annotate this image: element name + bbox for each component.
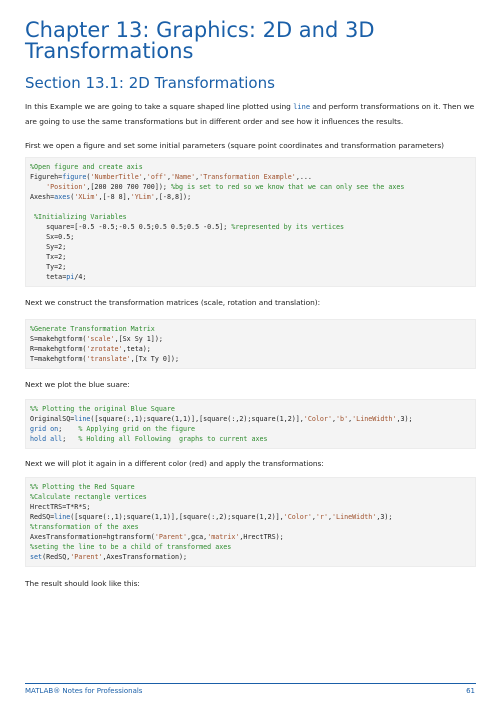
code-token: 'scale' [86,335,115,343]
code-line [30,532,475,542]
code-block-blue-square [25,399,476,449]
code-token: ,3); [396,415,413,423]
footer-divider [25,683,476,684]
code-token: 'NumberTitle' [90,173,143,181]
code-token: Sy=2; [30,243,67,251]
code-token: 'LineWidth' [332,513,377,521]
code-token: 'matrix' [207,533,240,541]
code-token: %Calculate rectangle vertices [30,493,147,501]
code-token: 'LineWidth' [352,415,397,423]
code-token: 'YLim' [130,193,155,201]
code-line [30,492,475,502]
code-token: 'zrotate' [86,345,123,353]
code-token: pi [66,273,75,281]
footer-book-title: MATLAB® Notes for Professionals [25,687,143,695]
code-line [30,424,475,434]
code-token: grid on [30,425,59,433]
code-token: ,AxesTransformation); [102,553,188,561]
code-token: line [74,415,91,423]
code-token: 'Name' [170,173,196,181]
code-token: ; [58,425,79,433]
code-token: %% Plotting the original Blue Square [30,405,175,413]
code-token: %Initializing Variables [30,213,127,221]
code-token: %seting the line to be a child of transformed axes [30,543,232,551]
code-block-setup [25,157,476,287]
code-token: %% Plotting the Red Square [30,483,135,491]
code-token: 'translate' [86,355,131,363]
code-token: , [195,173,200,181]
code-token: ,[-8,8]); [154,193,192,201]
code-line [30,262,475,272]
code-token: % Holding all Following graphs to current axes [78,435,268,443]
code-token: 'Position' [46,183,87,191]
code-token: HrectTRS=T*R*S; [30,503,91,511]
intro-text-before: In this Example we are going to take a square shaped line plotted using [25,102,294,111]
code-token: square=[-0.5 -0.5;-0.5 0.5;0.5 0.5;0.5 -0.5]; [30,223,232,231]
code-line [30,222,475,232]
code-token: ,[Tx Ty 0]); [130,355,179,363]
code-token: 'Color' [283,513,312,521]
matrices-paragraph: Next we construct the transformation matrices (scale, rotation and translation): [25,298,321,307]
code-line [30,552,475,562]
code-line [30,482,475,492]
code-token: ,[200 200 700 700]); [86,183,171,191]
code-line [30,182,475,192]
code-block-matrices [25,319,476,369]
code-token: %bg is set to red so we know that we can only see the axes [170,183,405,191]
code-token: %Open figure and create axis [30,163,143,171]
code-line [30,162,475,172]
intro-paragraph [25,100,480,129]
code-token: AxesTransformation=hgtransform( [30,533,155,541]
code-token: , [327,513,333,521]
code-token: , [166,173,171,181]
code-token: Tx=2; [30,253,67,261]
section-title: Section 13.1: 2D Transformations [25,74,275,92]
code-token: Figureh= [30,173,63,181]
code-line [30,192,475,202]
code-token: R=makehgtform( [30,345,87,353]
code-token: ,[-8 8], [98,193,131,201]
intro-text-after: and perform transformations on it. Then we are going to use the same transformations but in different order and see how it influences the results. [25,102,475,126]
code-token: , [348,415,353,423]
code-block-red-square [25,477,476,567]
code-line [30,232,475,242]
blue-square-paragraph: Next we plot the blue suare: [25,380,130,389]
code-token: 'XLim' [74,193,99,201]
code-token: hold all [30,435,63,443]
code-line [30,202,475,212]
code-token: teta= [30,273,67,281]
code-token: 'Transformation Example' [199,173,296,181]
code-token: ,3); [376,513,393,521]
code-token: set [30,553,43,561]
code-token: ([square(:,1);square(1,1)],[square(:,2);square(1,2)], [70,513,284,521]
code-token: ( [86,173,91,181]
code-token: Axesh= [30,193,55,201]
code-line [30,212,475,222]
code-line [30,344,475,354]
code-token: 'r' [315,513,328,521]
code-line [30,414,475,424]
code-token: 'b' [336,415,349,423]
code-token: ; [62,435,79,443]
code-token: line [54,513,71,521]
red-square-paragraph: Next we will plot it again in a different color (red) and apply the transformations: [25,459,324,468]
code-token [30,183,46,191]
code-token: RedSQ= [30,513,55,521]
code-line [30,334,475,344]
setup-paragraph: First we open a figure and set some initial parameters (square point coordinates and transformation parameters) [25,141,445,150]
code-token: figure [62,173,87,181]
code-token: ,gca, [187,533,208,541]
code-token: 'Parent' [70,553,103,561]
code-token: ,teta); [122,345,151,353]
code-token: axes [54,193,71,201]
code-token: % Applying grid on the figure [78,425,196,433]
code-token: %transformation of the axes [30,523,139,531]
code-line [30,252,475,262]
code-token: %represented by its vertices [231,223,345,231]
code-token: S=makehgtform( [30,335,87,343]
code-line [30,354,475,364]
code-line [30,404,475,414]
code-token: Sx=0.5; [30,233,75,241]
code-token: /4; [74,273,87,281]
inline-code-line: line [293,103,311,111]
code-token: , [311,513,316,521]
code-token: 'off' [146,173,167,181]
chapter-title: Chapter 13: Graphics: 2D and 3D Transformations [25,18,375,63]
code-token: ,[Sx Sy 1]); [114,335,163,343]
code-token: ( [70,193,75,201]
code-token: Ty=2; [30,263,67,271]
code-line [30,522,475,532]
code-token: T=makehgtform( [30,355,87,363]
code-token: 'Color' [303,415,332,423]
page-number: 61 [466,687,475,695]
code-token: 'Parent' [154,533,188,541]
code-line [30,542,475,552]
code-token: ,HrectTRS); [239,533,284,541]
code-token: , [142,173,147,181]
code-line [30,272,475,282]
code-token: (RedSQ, [42,553,71,561]
code-line [30,512,475,522]
code-token: , [331,415,337,423]
code-line [30,324,475,334]
code-token: %Generate Transformation Matrix [30,325,155,333]
code-line [30,172,475,182]
code-line [30,434,475,444]
code-line [30,502,475,512]
result-paragraph: The result should look like this: [25,579,140,588]
code-token: OriginalSQ= [30,415,75,423]
code-line [30,242,475,252]
code-token: ([square(:,1);square(1,1)],[square(:,2);square(1,2)], [90,415,304,423]
code-token: ,... [295,173,312,181]
